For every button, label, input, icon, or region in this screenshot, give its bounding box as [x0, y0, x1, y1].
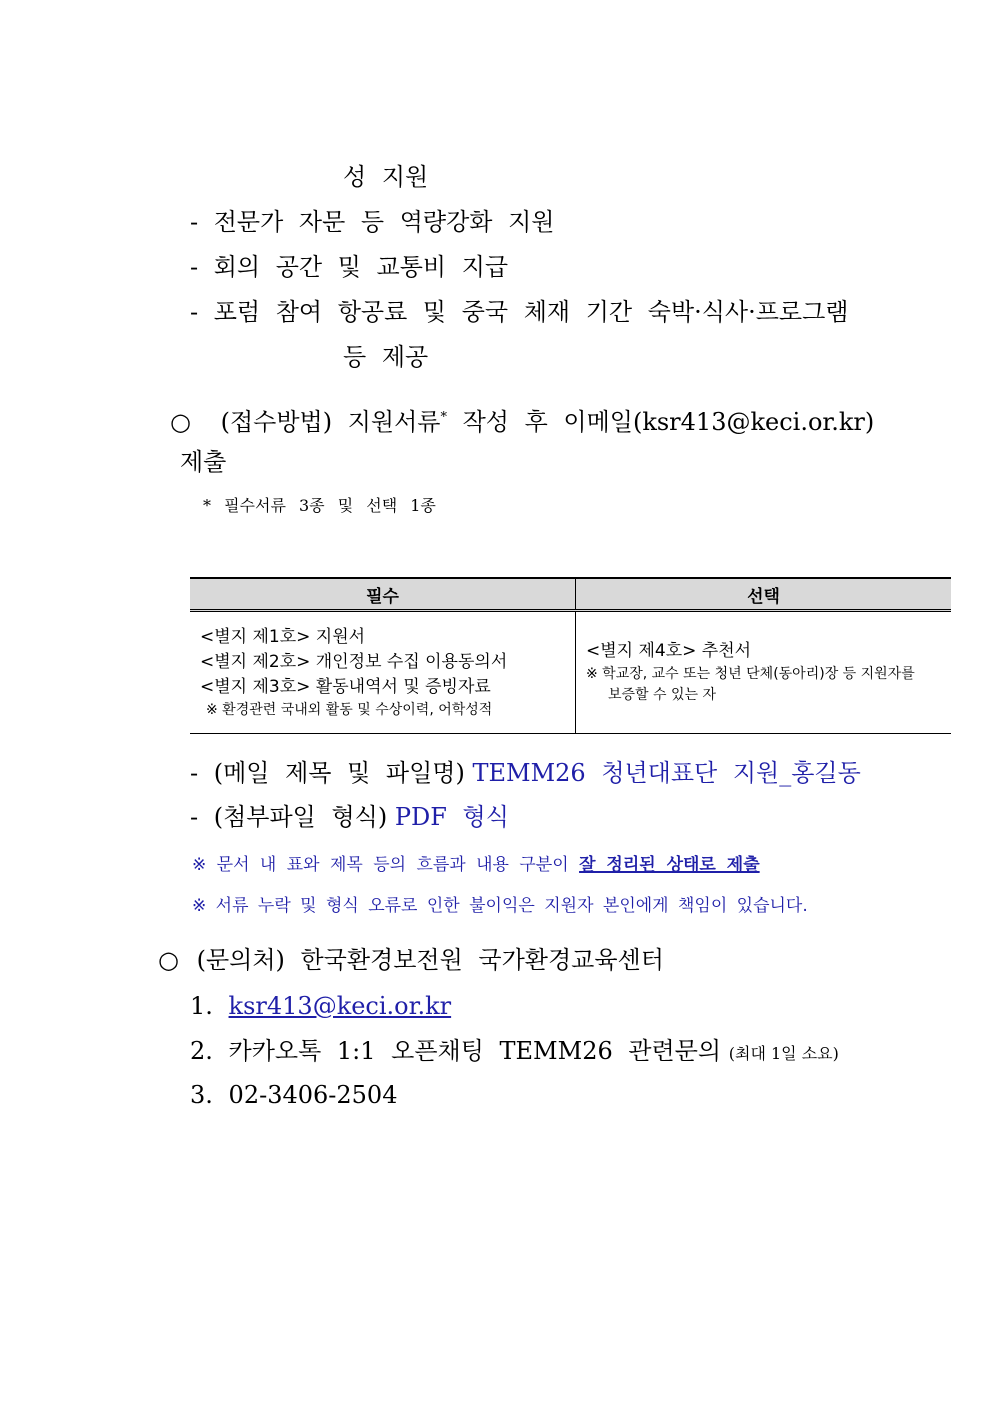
contact-item-phone	[190, 1080, 397, 1110]
mail-subject-value: TEMM26 청년대표단 지원_홍길동	[472, 759, 861, 787]
required-note: ※ 환경관련 국내외 활동 및 수상이력, 어학성적	[206, 701, 493, 718]
notice-formatting-emphasis: 잘 정리된 상태로 제출	[579, 855, 760, 875]
footnote-marker: *	[440, 410, 447, 425]
notice-responsibility: ※ 서류 누락 및 형식 오류로 인한 불이익은 지원자 본인에게 책임이 있습니다.	[192, 896, 808, 916]
optional-item: <별지 제4호> 추천서	[586, 641, 752, 661]
support-item-forum-cont: 등 제공	[343, 343, 429, 371]
mail-format-label: - (첨부파일 형식)	[190, 803, 388, 831]
contact-item-number: 3.	[190, 1081, 213, 1109]
optional-note-cont: 보증할 수 있는 자	[608, 687, 717, 703]
mail-subject-line	[190, 758, 861, 788]
support-item-forum: - 포럼 참여 항공료 및 중국 체재 기간 숙박·식사·프로그램	[190, 298, 849, 326]
application-email-text: 작성 후 이메일(ksr413@keci.or.kr)	[462, 408, 875, 436]
application-submit-text: 제출	[180, 448, 227, 476]
notice-formatting-text: ※ 문서 내 표와 제목 등의 흐름과 내용 구분이	[192, 855, 569, 875]
optional-note: ※ 학교장, 교수 또는 청년 단체(동아리)장 등 지원자를	[586, 666, 915, 682]
support-item-consulting: - 전문가 자문 등 역량강화 지원	[190, 208, 555, 236]
contact-line	[158, 945, 664, 975]
application-method-line	[170, 403, 874, 437]
optional-docs-cell	[576, 611, 952, 734]
contact-item-kakao	[190, 1036, 839, 1069]
mail-format-value: PDF 형식	[394, 803, 509, 831]
contact-item-email	[190, 991, 451, 1021]
bullet-circle: ○	[158, 946, 179, 974]
header-required: 필수	[190, 578, 576, 611]
contact-kakao-note: (최대 1일 소요)	[728, 1044, 839, 1063]
header-optional: 선택	[576, 578, 952, 611]
contact-label: (문의처) 한국환경보전원 국가환경교육센터	[196, 946, 664, 974]
required-item: <별지 제3호> 활동내역서 및 증빙자료	[200, 676, 491, 697]
required-item: <별지 제1호> 지원서	[200, 626, 366, 647]
mail-subject-label: - (메일 제목 및 파일명)	[190, 759, 465, 787]
contact-item-number: 1.	[190, 992, 213, 1020]
notice-formatting	[192, 850, 760, 880]
documents-table	[190, 577, 951, 734]
application-label: (접수방법)	[220, 408, 333, 436]
contact-item-number: 2.	[190, 1037, 213, 1065]
mail-format-line	[190, 802, 509, 832]
contact-kakao-text: 카카오톡 1:1 오픈채팅 TEMM26 관련문의	[228, 1037, 722, 1065]
contact-email-link[interactable]: ksr413@keci.or.kr	[228, 992, 452, 1020]
support-item-meeting: - 회의 공간 및 교통비 지급	[190, 253, 509, 281]
application-docs-text: 지원서류	[347, 408, 441, 436]
support-continued-text: 성 지원	[343, 163, 429, 191]
contact-phone-text: 02-3406-2504	[228, 1081, 398, 1109]
bullet-circle: ○	[170, 408, 191, 436]
required-docs-cell	[190, 611, 576, 734]
application-footnote: * 필수서류 3종 및 선택 1종	[203, 496, 436, 515]
required-item: <별지 제2호> 개인정보 수집 이용동의서	[200, 651, 508, 672]
